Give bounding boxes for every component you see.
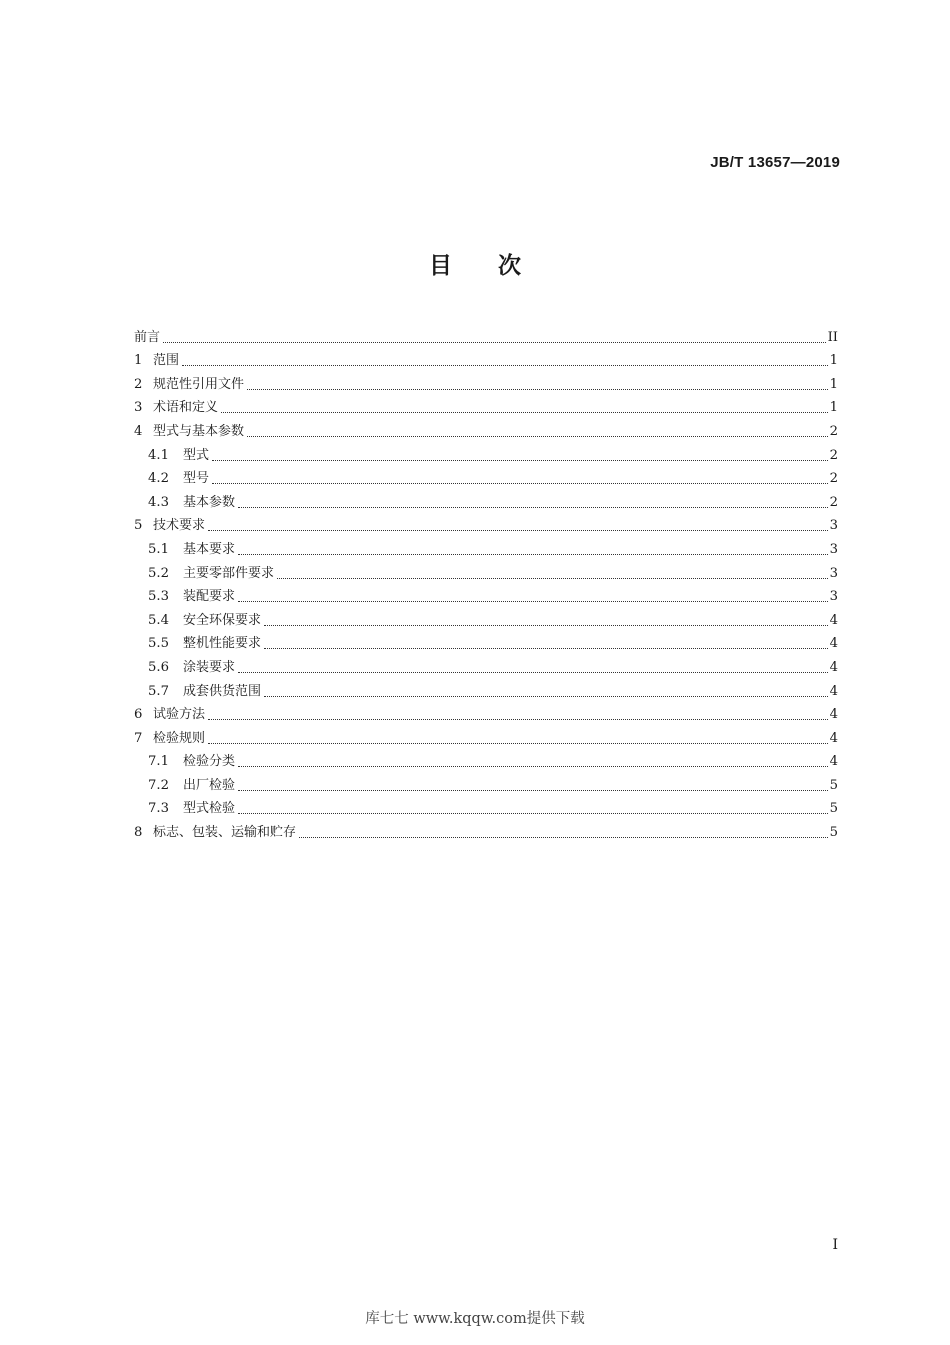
toc-leader-dots: [247, 389, 828, 390]
toc-entry-label: 规范性引用文件: [153, 376, 245, 392]
toc-entry-page: 3: [829, 518, 838, 534]
toc-entry-page: 4: [829, 612, 838, 628]
toc-entry[interactable]: [134, 464, 838, 488]
toc-leader-dots: [238, 554, 828, 555]
toc-entry-label: 型式检验: [183, 801, 236, 817]
toc-leader-dots: [212, 483, 828, 484]
toc-entry-label: 出厂检验: [183, 777, 236, 793]
toc-entry[interactable]: [134, 652, 838, 676]
toc-leader-dots: [264, 648, 828, 649]
toc-entry[interactable]: [134, 770, 838, 794]
toc-entry-label: 主要零部件要求: [183, 565, 275, 581]
toc-leader-dots: [208, 743, 828, 744]
toc-entry-page: 1: [829, 353, 838, 369]
toc-entry-label: 装配要求: [183, 589, 236, 605]
toc-entry[interactable]: [134, 511, 838, 535]
toc-entry[interactable]: [134, 393, 838, 417]
toc-entry-number: 3: [134, 400, 143, 416]
toc-entry[interactable]: [134, 440, 838, 464]
toc-entry-number: 5.4: [148, 612, 169, 628]
toc-entry[interactable]: [134, 558, 838, 582]
toc-entry[interactable]: [134, 700, 838, 724]
toc-entry-number: 4.1: [148, 447, 169, 463]
toc-leader-dots: [264, 625, 828, 626]
toc-entry[interactable]: [134, 346, 838, 370]
toc-leader-dots: [299, 837, 828, 838]
toc-leader-dots: [238, 507, 828, 508]
toc-entry-label: 术语和定义: [153, 400, 219, 416]
toc-entry[interactable]: [134, 629, 838, 653]
toc-leader-dots: [163, 342, 826, 343]
toc-leader-dots: [208, 530, 828, 531]
toc-entry-number: 5.6: [148, 659, 169, 675]
toc-entry-label: 试验方法: [153, 707, 206, 723]
toc-entry-page: 4: [829, 707, 838, 723]
toc-entry-page: 3: [829, 565, 838, 581]
toc-entry-label: 基本参数: [183, 494, 236, 510]
toc-entry[interactable]: [134, 605, 838, 629]
toc-leader-dots: [238, 766, 828, 767]
toc-entry-label: 前言: [134, 329, 161, 345]
toc-leader-dots: [221, 412, 828, 413]
toc-entry[interactable]: [134, 747, 838, 771]
toc-entry-label: 整机性能要求: [183, 636, 262, 652]
toc-entry-number: 4.3: [148, 494, 169, 510]
toc-entry[interactable]: [134, 487, 838, 511]
toc-entry-number: 2: [134, 376, 143, 392]
toc-entry-page: II: [827, 329, 838, 345]
toc-entry-number: 7.1: [148, 754, 169, 770]
toc-leader-dots: [238, 672, 828, 673]
toc-entry[interactable]: [134, 534, 838, 558]
toc-entry-page: 3: [829, 589, 838, 605]
toc-entry-label: 技术要求: [153, 518, 206, 534]
toc-leader-dots: [182, 365, 828, 366]
toc-entry-number: 1: [134, 353, 143, 369]
toc-entry-label: 型式: [183, 447, 210, 463]
toc-entry-label: 检验分类: [183, 754, 236, 770]
toc-entry-label: 标志、包装、运输和贮存: [153, 825, 297, 841]
toc-entry-page: 2: [829, 447, 838, 463]
toc-entry-label: 安全环保要求: [183, 612, 262, 628]
toc-entry-number: 5: [134, 518, 143, 534]
toc-entry[interactable]: [134, 582, 838, 606]
toc-entry-number: 5.5: [148, 636, 169, 652]
toc-entry-number: 6: [134, 707, 143, 723]
toc-leader-dots: [238, 601, 828, 602]
page-title: [0, 247, 950, 280]
toc-entry[interactable]: [134, 416, 838, 440]
table-of-contents: [134, 322, 838, 841]
toc-entry-number: 8: [134, 825, 143, 841]
toc-entry-page: 4: [829, 636, 838, 652]
toc-entry-page: 4: [829, 659, 838, 675]
toc-entry-label: 范围: [153, 353, 180, 369]
toc-entry-page: 4: [829, 683, 838, 699]
toc-entry-page: 5: [829, 777, 838, 793]
toc-leader-dots: [238, 813, 828, 814]
toc-leader-dots: [212, 460, 828, 461]
toc-entry-label: 检验规则: [153, 730, 206, 746]
toc-entry-page: 2: [829, 471, 838, 487]
toc-entry-number: 7.3: [148, 801, 169, 817]
toc-entry-page: 4: [829, 730, 838, 746]
toc-leader-dots: [247, 436, 828, 437]
title-char-1: 目: [429, 253, 452, 279]
toc-entry-number: 5.3: [148, 589, 169, 605]
footer-watermark: 库七七 www.kqqw.com提供下载: [365, 1311, 585, 1327]
toc-entry-number: 5.2: [148, 565, 169, 581]
toc-leader-dots: [238, 790, 828, 791]
toc-entry[interactable]: [134, 817, 838, 841]
toc-entry[interactable]: [134, 676, 838, 700]
toc-leader-dots: [208, 719, 828, 720]
toc-entry-page: 5: [829, 801, 838, 817]
toc-entry-page: 2: [829, 423, 838, 439]
toc-entry-page: 4: [829, 754, 838, 770]
toc-entry-page: 1: [829, 400, 838, 416]
standard-code: JB/T 13657—2019: [710, 154, 840, 171]
toc-leader-dots: [277, 578, 828, 579]
page-number: I: [832, 1237, 838, 1253]
toc-entry-label: 型式与基本参数: [153, 423, 245, 439]
title-char-2: 次: [498, 253, 521, 279]
toc-entry-number: 4: [134, 423, 143, 439]
toc-entry-label: 基本要求: [183, 541, 236, 557]
toc-entry[interactable]: [134, 322, 838, 346]
toc-entry-page: 2: [829, 494, 838, 510]
toc-entry-page: 1: [829, 376, 838, 392]
toc-entry-number: 7: [134, 730, 143, 746]
toc-entry-number: 4.2: [148, 471, 169, 487]
toc-entry-page: 3: [829, 541, 838, 557]
toc-leader-dots: [264, 696, 828, 697]
toc-entry-label: 型号: [183, 471, 210, 487]
toc-entry-label: 涂装要求: [183, 659, 236, 675]
toc-entry-number: 7.2: [148, 777, 169, 793]
toc-entry[interactable]: [134, 369, 838, 393]
toc-entry-number: 5.1: [148, 541, 169, 557]
toc-entry-page: 5: [829, 825, 838, 841]
toc-entry-label: 成套供货范围: [183, 683, 262, 699]
toc-entry[interactable]: [134, 723, 838, 747]
toc-entry[interactable]: [134, 794, 838, 818]
toc-entry-number: 5.7: [148, 683, 169, 699]
